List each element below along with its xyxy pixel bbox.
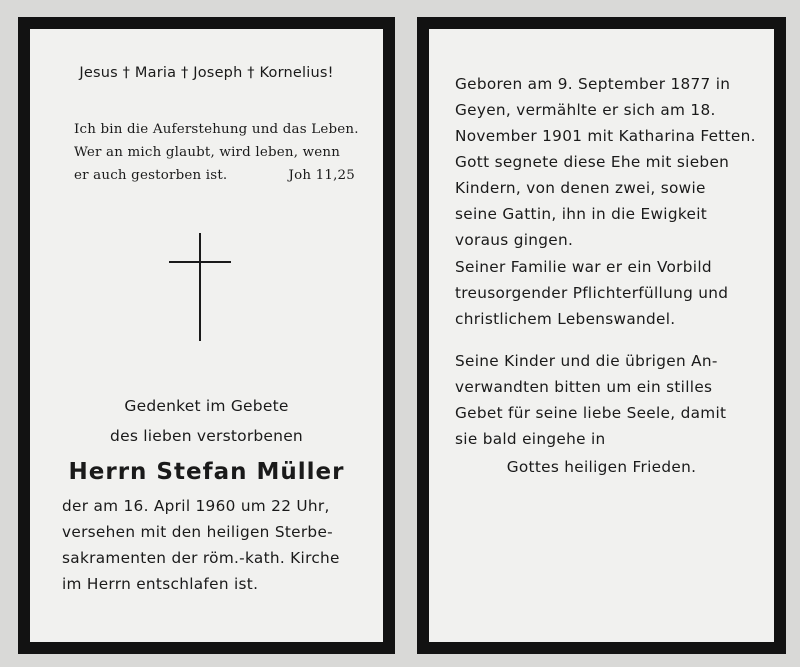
bible-quote-line: Wer an mich glaubt, wird leben, wenn [74,145,341,160]
obituary-line: versehen mit den heiligen Sterbe- [62,523,333,541]
obituary-line: im Herrn entschlafen ist. [62,575,259,593]
biography-line: seine Gattin, ihn in die Ewigkeit [455,205,708,223]
closing-line: Gottes heiligen Frieden. [506,458,697,476]
biography-line: November 1901 mit Katharina Fetten. [455,127,756,145]
prayer-request-line: Seine Kinder und die übrigen An- [455,352,718,370]
biography-line: Geboren am 9. September 1877 in [455,75,731,93]
bible-quote-line: er auch gestorben ist. [74,168,228,183]
character-line: treusorgender Pflichterfüllung und [455,284,729,302]
obituary-line: sakramenten der röm.-kath. Kirche [62,549,340,567]
biography-line: voraus gingen. [455,231,574,249]
biography-line: Kindern, von denen zwei, sowie [455,179,706,197]
biography-line: Gott segnete diese Ehe mit sieben [455,153,730,171]
remember-line: Gedenket im Gebete [124,397,289,415]
remember-line: des lieben verstorbenen [110,427,303,445]
prayer-request-line: verwandten bitten um ein stilles [455,378,713,396]
memorial-card-left [18,17,395,654]
character-line: Seiner Familie war er ein Vorbild [455,258,712,276]
deceased-name: Herrn Stefan Müller [68,459,345,485]
biography-line: Geyen, vermählte er sich am 18. [455,101,716,119]
invocation-text: Jesus † Maria † Joseph † Kornelius! [79,65,334,81]
memorial-card-right [417,17,786,654]
prayer-request-line: sie bald eingehe in [455,430,606,448]
obituary-line: der am 16. April 1960 um 22 Uhr, [62,497,330,515]
bible-quote-reference: Joh 11,25 [288,168,355,183]
cross-icon [169,233,231,341]
bible-quote-line: Ich bin die Auferstehung und das Leben. [74,122,359,137]
character-line: christlichem Lebenswandel. [455,310,676,328]
prayer-request-line: Gebet für seine liebe Seele, damit [455,404,727,422]
